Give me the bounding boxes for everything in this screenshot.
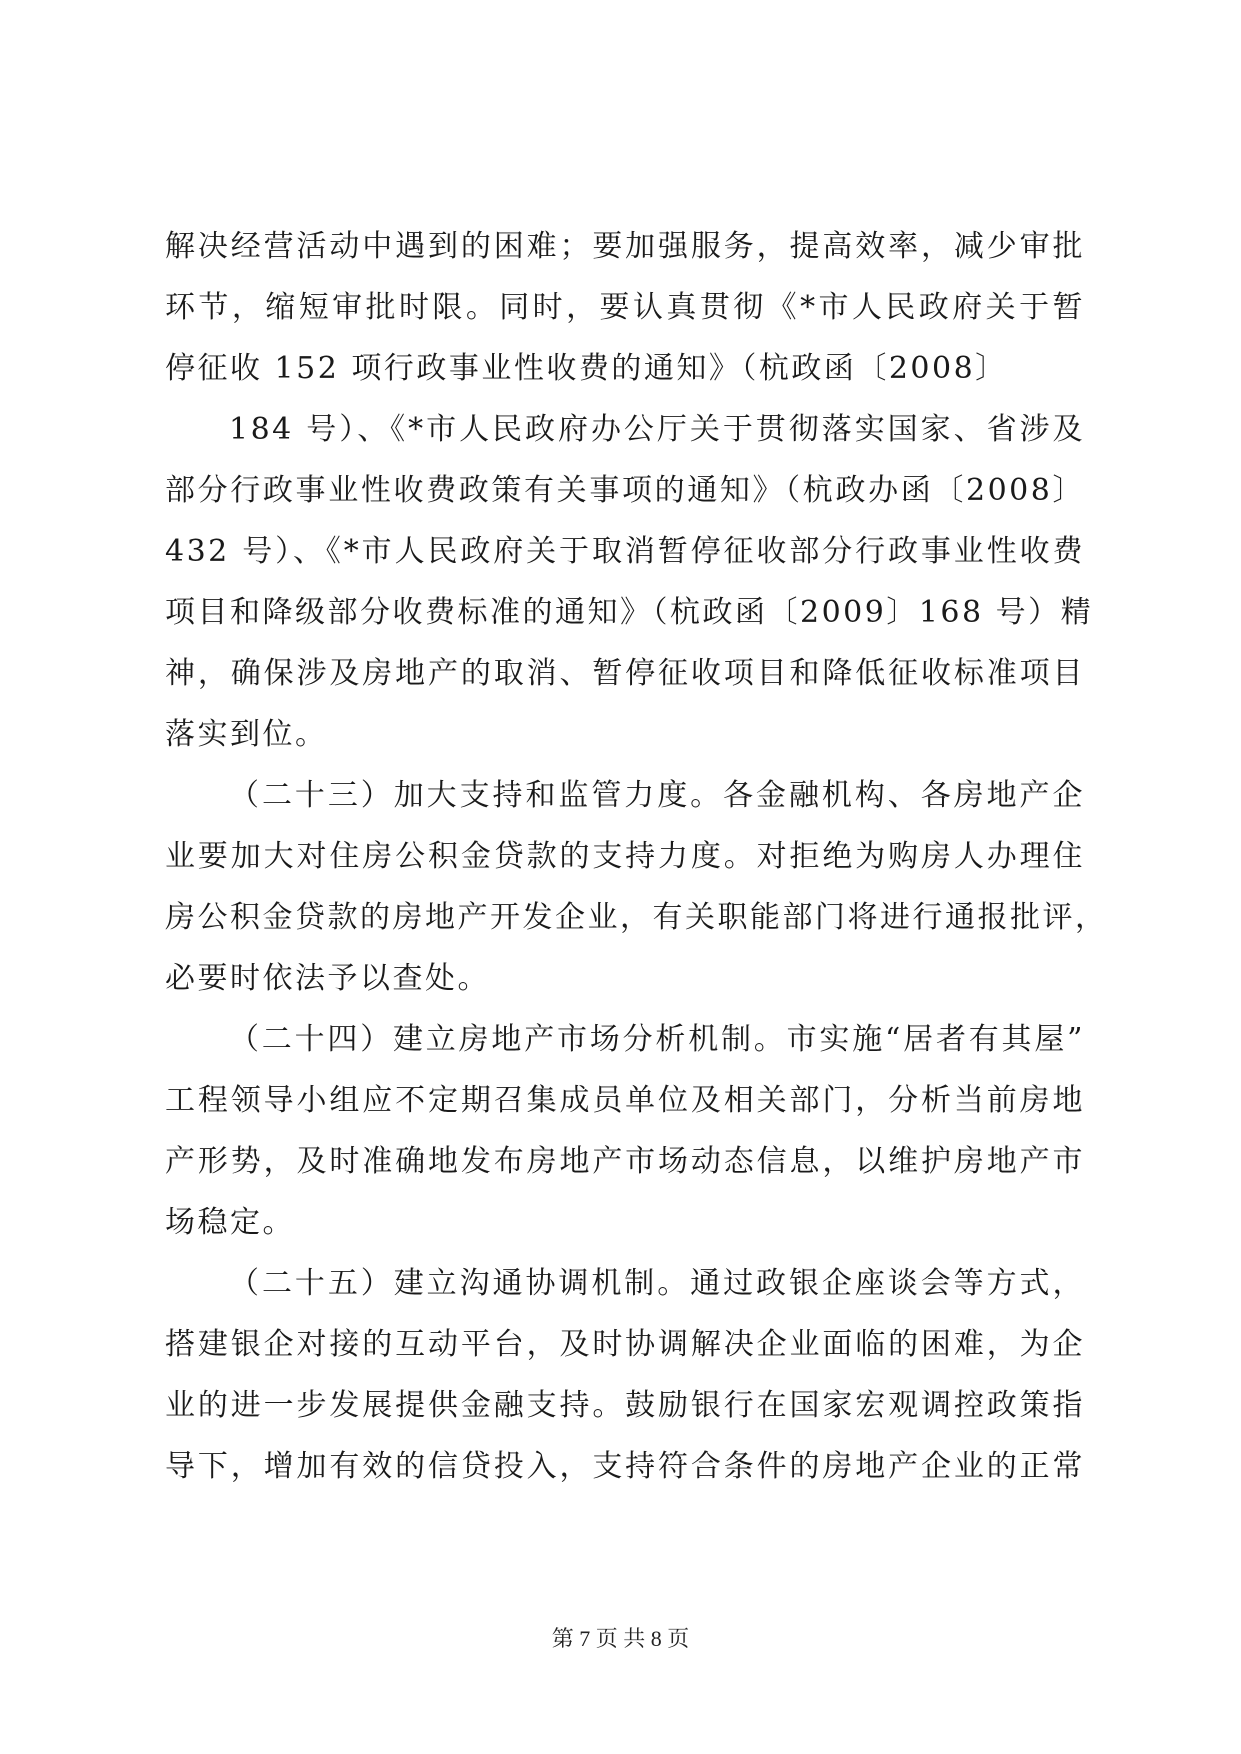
text-line: （二十五）建立沟通协调机制。通过政银企座谈会等方式，: [229, 1266, 1085, 1301]
text-line: 业的进一步发展提供金融支持。鼓励银行在国家宏观调控政策指: [165, 1388, 1085, 1423]
text-line: 落实到位。: [165, 717, 328, 752]
text-line: 停征收 152 项行政事业性收费的通知》（杭政函〔2008〕: [165, 351, 1008, 386]
document-body: [165, 229, 1108, 1513]
text-line: 184 号）、《*市人民政府办公厅关于贯彻落实国家、省涉及: [229, 412, 1085, 447]
text-line: （二十四）建立房地产市场分析机制。市实施“居者有其屋”: [229, 1022, 1085, 1057]
text-line: 业要加大对住房公积金贷款的支持力度。对拒绝为购房人办理住: [165, 839, 1085, 874]
text-line: 场稳定。: [165, 1205, 295, 1240]
text-line: 产形势，及时准确地发布房地产市场动态信息，以维护房地产市: [165, 1144, 1085, 1179]
text-line: 必要时依法予以查处。: [165, 961, 490, 996]
page-footer: 第 7 页 共 8 页: [551, 1626, 690, 1651]
text-line: 导下，增加有效的信贷投入，支持符合条件的房地产企业的正常: [165, 1449, 1085, 1484]
text-line: 432 号）、《*市人民政府关于取消暂停征收部分行政事业性收费: [165, 534, 1085, 569]
text-line: 项目和降级部分收费标准的通知》（杭政函〔2009〕168 号）精: [165, 595, 1094, 630]
text-line: 神，确保涉及房地产的取消、暂停征收项目和降低征收标准项目: [165, 656, 1085, 691]
text-line: 环节，缩短审批时限。同时，要认真贯彻《*市人民政府关于暂: [165, 290, 1085, 325]
text-line: 部分行政事业性收费政策有关事项的通知》（杭政办函〔2008〕: [165, 473, 1085, 508]
text-line: （二十三）加大支持和监管力度。各金融机构、各房地产企: [229, 778, 1085, 813]
text-line: 解决经营活动中遇到的困难；要加强服务，提高效率，减少审批: [165, 229, 1085, 264]
text-line: 工程领导小组应不定期召集成员单位及相关部门，分析当前房地: [165, 1083, 1085, 1118]
text-line: 房公积金贷款的房地产开发企业，有关职能部门将进行通报批评，: [165, 900, 1108, 935]
text-line: 搭建银企对接的互动平台，及时协调解决企业面临的困难，为企: [165, 1327, 1085, 1362]
